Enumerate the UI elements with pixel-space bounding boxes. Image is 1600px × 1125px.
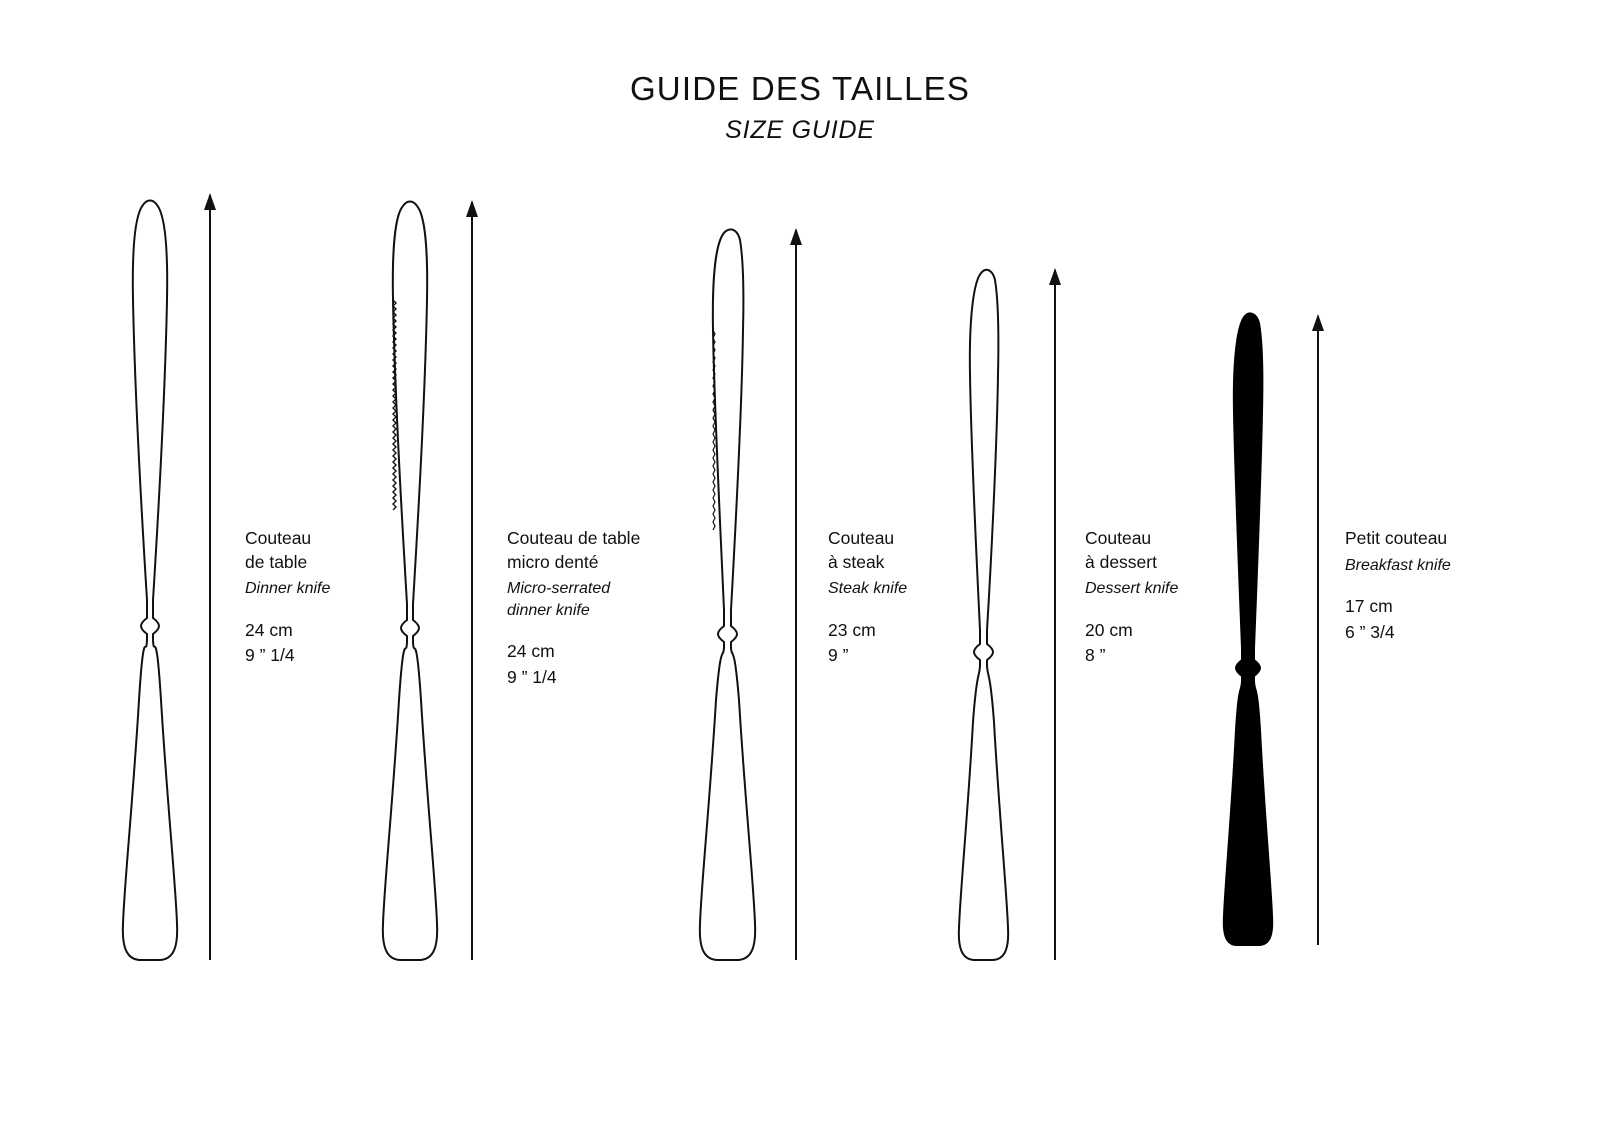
knife-name-fr-line1: Petit couteau: [1345, 528, 1448, 548]
knife-name-en-line1: Dessert knife: [1085, 580, 1179, 598]
knife-label-dessert: [1085, 527, 1178, 669]
knife-size-in: 8 ”: [1085, 645, 1106, 666]
knife-item-steak: [688, 0, 968, 1125]
knife-size-cm: 24 cm: [245, 619, 293, 640]
knife-name-en-line1: Dinner knife: [245, 580, 331, 598]
knife-size-in: 9 ” 1/4: [507, 666, 557, 687]
knife-name-fr-line2: micro denté: [507, 551, 599, 572]
knife-illustration-dinner: [95, 0, 375, 1125]
knife-label-micro-serrated: [507, 527, 640, 690]
knife-item-breakfast: [1205, 0, 1505, 1125]
page-title-fr: GUIDE DES TAILLES: [629, 70, 971, 107]
knife-name-fr-line1: Couteau de table: [507, 528, 641, 548]
knife-name-fr-line2: de table: [245, 551, 308, 572]
knife-name-en-line1: Breakfast knife: [1345, 556, 1451, 574]
knife-size-in: 9 ” 1/4: [245, 645, 295, 666]
knife-item-dessert: [945, 0, 1225, 1125]
knife-label-steak: [828, 527, 907, 669]
knife-size-cm: 20 cm: [1085, 619, 1133, 640]
knife-name-en-line2: dinner knife: [507, 601, 590, 619]
knife-name-fr-line1: Couteau: [245, 528, 312, 548]
page-title-en: SIZE GUIDE: [725, 115, 875, 144]
knife-item-dinner: [95, 0, 375, 1125]
knife-name-en-line1: Micro-serrated: [507, 580, 611, 598]
knife-size-cm: 23 cm: [828, 619, 876, 640]
knife-size-in: 9 ”: [828, 645, 849, 666]
knife-name-fr-line1: Couteau: [828, 528, 895, 548]
knife-size-in: 6 ” 3/4: [1345, 621, 1395, 642]
knife-item-micro-serrated: [355, 0, 645, 1125]
knife-name-fr-line2: à dessert: [1085, 551, 1157, 572]
knife-label-dinner: [245, 527, 330, 669]
knife-label-breakfast: [1345, 527, 1451, 645]
knife-name-fr-line2: à steak: [828, 551, 885, 572]
knife-size-cm: 17 cm: [1345, 596, 1393, 617]
knife-name-en-line1: Steak knife: [828, 580, 908, 598]
knife-size-cm: 24 cm: [507, 641, 555, 662]
knife-name-fr-line1: Couteau: [1085, 528, 1152, 548]
